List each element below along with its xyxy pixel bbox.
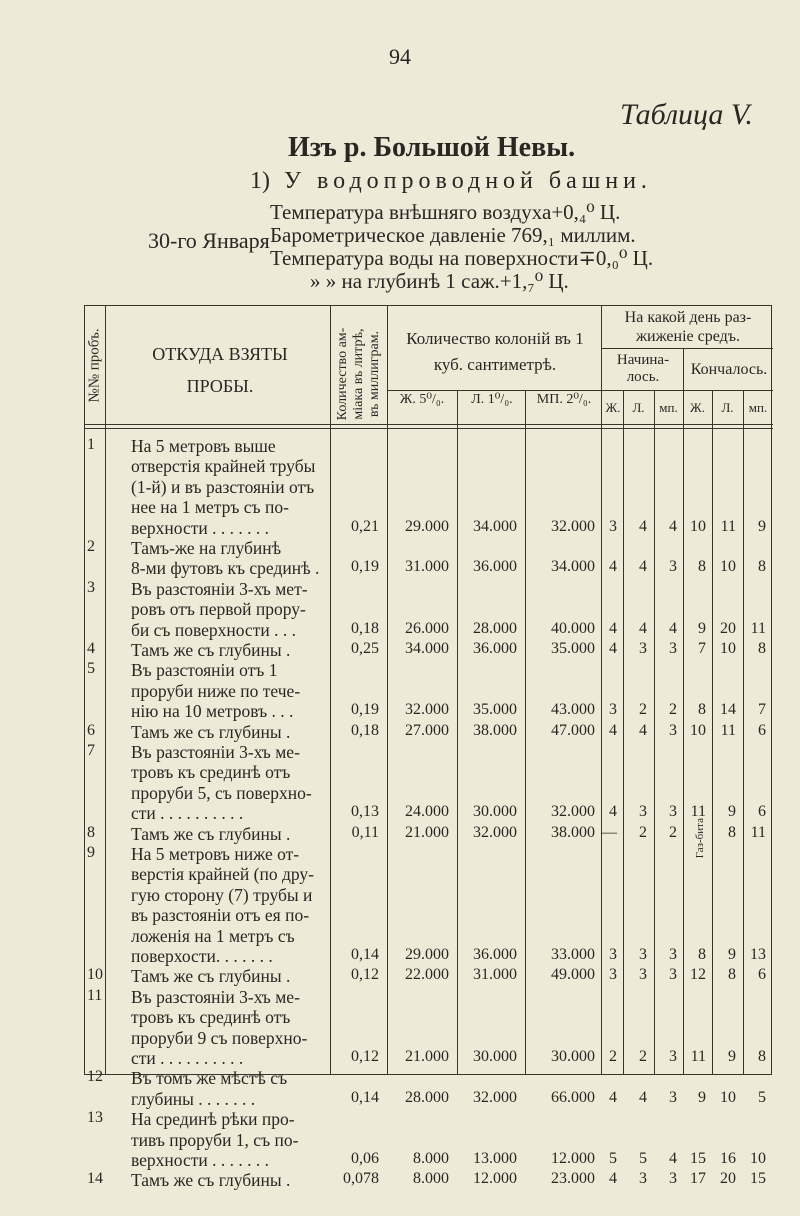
header-liquefaction-day: На какой день раз-жиженіе средъ.: [624, 309, 752, 345]
cell-b_zh: 3: [609, 946, 617, 963]
header-gelatin-zh: Ж. 5⁰/₀.: [399, 392, 445, 407]
cell-e_mp: 13: [750, 946, 766, 963]
header-ended-mp: мп.: [748, 400, 768, 415]
cell-e_zh: 15: [690, 1150, 706, 1167]
header-source: ОТКУДА ВЗЯТЫ ПРОБЫ.: [152, 344, 288, 396]
description-line: нію на 10 метровъ . . .: [131, 701, 294, 722]
cell-ammonia: 0,18: [351, 619, 379, 637]
cell-b_zh: 4: [609, 640, 617, 657]
cell-ammonia: 0,21: [351, 517, 379, 535]
description-line: Тамъ же съ глубины .: [131, 1170, 291, 1191]
sample-date: 30-го Января: [148, 228, 270, 253]
row-description: [131, 966, 331, 986]
condition-air-temp: Температура внѣшняго воздуха+0,₄⁰ Ц.: [270, 200, 621, 224]
description-line: верхности . . . . . . .: [131, 517, 270, 538]
description-line: Въ разстояніи 3-хъ ме-: [131, 986, 300, 1007]
row-description: [131, 987, 331, 1069]
cell-e_zh: 12: [690, 966, 706, 984]
cell-l: 32.000: [473, 823, 517, 841]
cell-e_l: 8: [728, 966, 736, 984]
cell-e_mp: 15: [750, 1170, 766, 1188]
cell-ammonia: 0,25: [351, 640, 379, 657]
row-number: 12: [87, 1068, 103, 1086]
row-number: 14: [87, 1170, 103, 1188]
description-line: въ разстояніи отъ ея по-: [131, 905, 310, 926]
cell-b_l: 2: [639, 823, 647, 841]
row-description: [131, 579, 331, 640]
cell-ammonia: 0,14: [351, 1088, 379, 1106]
subtitle: [250, 168, 652, 195]
cell-b_zh: 4: [609, 1088, 617, 1106]
cell-mp: 38.000: [551, 823, 595, 841]
cell-e_l: 20: [720, 619, 736, 637]
description-line: проруби 9 съ поверхно-: [131, 1027, 308, 1048]
row-number: 13: [87, 1109, 103, 1127]
cell-e_mp: 10: [750, 1150, 766, 1167]
row-number: 8: [87, 823, 95, 841]
cell-mp: 33.000: [551, 946, 595, 963]
cell-zh: 29.000: [405, 946, 449, 963]
row-number: 6: [87, 721, 95, 739]
cell-e_l: 9: [728, 946, 736, 963]
description-line: сти . . . . . . . . . .: [131, 803, 244, 824]
row-description: [131, 436, 331, 538]
description-line: поверхости. . . . . . .: [131, 946, 273, 967]
cell-b_mp: 3: [669, 1170, 677, 1188]
cell-l: 13.000: [473, 1150, 517, 1167]
cell-b_l: 5: [639, 1150, 647, 1167]
cell-zh: 22.000: [405, 966, 449, 984]
row-description: [131, 844, 331, 966]
description-line: ровъ отъ первой прору-: [131, 599, 306, 620]
document-title: Изъ р. Большой Невы.: [288, 132, 576, 163]
row-number: 3: [87, 578, 95, 596]
cell-b_mp: 4: [669, 619, 677, 637]
row-number: 2: [87, 538, 95, 555]
description-line: тивъ проруби 1, съ по-: [131, 1129, 299, 1150]
row-number: 4: [87, 640, 95, 657]
cell-b_zh: —: [601, 823, 617, 841]
row-description: [131, 640, 331, 660]
condition-surface-temp: Температура воды на поверхности∓0,₀⁰ Ц.: [270, 246, 654, 270]
cell-zh: 32.000: [405, 701, 449, 719]
cell-mp: 32.000: [551, 517, 595, 535]
row-description: [131, 742, 331, 824]
cell-zh: 21.000: [405, 823, 449, 841]
description-line: Въ разстояніи 3-хъ мет-: [131, 578, 308, 599]
cell-e_zh: 7: [698, 640, 706, 657]
row-number: 1: [87, 436, 95, 453]
cell-b_zh: 4: [609, 1170, 617, 1188]
description-line: Тамъ-же на глубинѣ: [131, 538, 282, 558]
description-line: Въ разстояніи 3-хъ ме-: [131, 742, 300, 762]
subtitle-number: 1): [250, 168, 270, 194]
description-line: верстія крайней (по дру-: [131, 864, 314, 885]
row-number: 5: [87, 660, 95, 678]
description-line: верхности . . . . . . .: [131, 1150, 270, 1170]
cell-mp: 12.000: [551, 1150, 595, 1167]
cell-zh: 28.000: [405, 1088, 449, 1106]
cell-zh: 34.000: [405, 640, 449, 657]
cell-e_mp: 6: [758, 966, 766, 984]
cell-b_mp: 3: [669, 640, 677, 657]
description-line: Въ томъ же мѣстѣ съ: [131, 1068, 288, 1089]
cell-ammonia: 0,13: [351, 803, 379, 821]
row-description: [131, 538, 331, 579]
cell-e_zh: 9: [698, 619, 706, 637]
cell-e_l: 20: [720, 1170, 736, 1188]
cell-b_mp: 3: [669, 558, 677, 576]
cell-e_zh: 8: [698, 701, 706, 719]
cell-zh: 24.000: [405, 803, 449, 821]
cell-e_zh: 10: [690, 517, 706, 535]
cell-ammonia: 0,12: [351, 1048, 379, 1065]
row-description: [131, 1109, 331, 1170]
cell-ammonia: 0,19: [351, 701, 379, 719]
description-line: На 5 метровъ ниже от-: [131, 844, 300, 864]
row-description: [131, 1170, 331, 1190]
description-line: Тамъ же съ глубины .: [131, 966, 291, 987]
cell-b_zh: 5: [609, 1150, 617, 1167]
cell-zh: 8.000: [413, 1150, 449, 1167]
cell-e_zh: 8: [698, 946, 706, 963]
description-line: нее на 1 метръ съ по-: [131, 497, 289, 518]
cell-b_l: 4: [639, 1088, 647, 1106]
cell-e_l: 8: [728, 823, 736, 841]
cell-b_mp: 2: [669, 823, 677, 841]
cell-e_zh: 9: [698, 1088, 706, 1106]
cell-l: 31.000: [473, 966, 517, 984]
cell-e_mp: 8: [758, 640, 766, 657]
row-description: [131, 660, 331, 721]
row-description: [131, 722, 331, 742]
row-number: 10: [87, 966, 103, 984]
cell-mp: 40.000: [551, 619, 595, 637]
cell-l: 30.000: [473, 803, 517, 821]
header-began-zh: Ж.: [605, 400, 621, 415]
cell-mp: 23.000: [551, 1170, 595, 1188]
cell-b_mp: 3: [669, 803, 677, 821]
cell-b_mp: 3: [669, 966, 677, 984]
description-line: сти . . . . . . . . . .: [131, 1048, 244, 1069]
cell-ammonia: 0,12: [351, 966, 379, 984]
cell-b_zh: 4: [609, 619, 617, 637]
cell-b_l: 3: [639, 966, 647, 984]
description-line: (1-й) и въ разстояніи отъ: [131, 476, 315, 497]
cell-ammonia: 0,06: [351, 1150, 379, 1167]
cell-b_zh: 2: [609, 1048, 617, 1065]
cell-l: 38.000: [473, 721, 517, 739]
description-line: Въ разстояніи отъ 1: [131, 660, 278, 681]
cell-e_mp: 6: [758, 721, 766, 739]
description-line: проруби 5, съ поверхно-: [131, 782, 312, 803]
cell-ammonia: 0,14: [351, 946, 379, 963]
cell-e_zh: 8: [698, 558, 706, 576]
cell-b_l: 4: [639, 558, 647, 576]
cell-b_l: 4: [639, 721, 647, 739]
cell-b_l: 2: [639, 1048, 647, 1065]
cell-mp: 34.000: [551, 558, 595, 576]
cell-e_mp: 11: [750, 823, 766, 841]
cell-b_zh: 3: [609, 966, 617, 984]
cell-e_l: 11: [720, 517, 736, 535]
cell-e_mp: 5: [758, 1088, 766, 1106]
cell-zh: 31.000: [405, 558, 449, 576]
table-label: Таблица V.: [620, 98, 753, 131]
description-line: тровъ къ срединѣ отъ: [131, 762, 291, 783]
header-ended: Кончалось.: [690, 361, 768, 378]
cell-b_mp: 3: [669, 721, 677, 739]
cell-b_mp: 4: [669, 1150, 677, 1167]
row-description: [131, 824, 331, 844]
cell-b_mp: 3: [669, 946, 677, 963]
cell-zh: 8.000: [413, 1170, 449, 1188]
description-line: тровъ къ срединѣ отъ: [131, 1007, 291, 1028]
row-number: 11: [87, 986, 103, 1004]
cell-e_l: 10: [720, 640, 736, 657]
cell-b_l: 4: [639, 619, 647, 637]
description-line: Тамъ же съ глубины .: [131, 823, 291, 844]
description-line: Тамъ же съ глубины .: [131, 640, 291, 660]
header-colonies: Количество колоній въ 1 куб. сантиметрѣ.: [406, 329, 584, 374]
cell-b_l: 3: [639, 1170, 647, 1188]
cell-b_l: 2: [639, 701, 647, 719]
cell-l: 35.000: [473, 701, 517, 719]
cell-ammonia: 0,19: [351, 558, 379, 576]
cell-mp: 32.000: [551, 803, 595, 821]
cell-ammonia: 0,18: [351, 721, 379, 739]
cell-e_l: 9: [728, 1048, 736, 1065]
header-began: Начина-лось.: [616, 352, 670, 385]
cell-mp: 30.000: [551, 1048, 595, 1065]
cell-mp: 49.000: [551, 966, 595, 984]
cell-zh: 27.000: [405, 721, 449, 739]
cell-b_mp: 2: [669, 701, 677, 719]
description-line: глубины . . . . . . .: [131, 1088, 256, 1109]
description-line: отверстія крайней трубы: [131, 456, 316, 477]
cell-b_zh: 3: [609, 517, 617, 535]
cell-b_zh: 4: [609, 721, 617, 739]
cell-b_l: 4: [639, 517, 647, 535]
header-gelatin-l: Л. 1⁰/₀.: [471, 392, 513, 407]
cell-l: 30.000: [473, 1048, 517, 1065]
cell-e_l: 9: [728, 803, 736, 821]
cell-ammonia: 0,11: [351, 823, 379, 841]
description-line: би съ поверхности . . .: [131, 619, 296, 640]
cell-zh: 29.000: [405, 517, 449, 535]
cell-ammonia: 0,078: [343, 1170, 379, 1188]
cell-e_zh: 17: [690, 1170, 706, 1188]
cell-l: 12.000: [473, 1170, 517, 1188]
condition-depth-temp: » » на глубинѣ 1 саж.+1,₇⁰ Ц.: [310, 269, 569, 293]
cell-mp: 35.000: [551, 640, 595, 657]
description-line: Тамъ же съ глубины .: [131, 721, 291, 742]
cell-b_mp: 3: [669, 1088, 677, 1106]
header-gelatin-mp: МП. 2⁰/₀.: [536, 392, 592, 407]
header-began-l: Л.: [632, 400, 645, 415]
subtitle-text: У водопроводной башни.: [284, 168, 652, 194]
cell-e_mp: 7: [758, 701, 766, 719]
description-line: гую сторону (7) трубы и: [131, 884, 313, 905]
cell-mp: 66.000: [551, 1088, 595, 1106]
description-line: ложенія на 1 метръ съ: [131, 925, 295, 946]
cell-e_zh: 11: [690, 1048, 706, 1065]
cell-l: 32.000: [473, 1088, 517, 1106]
description-line: На 5 метровъ выше: [131, 436, 276, 456]
cell-l: 36.000: [473, 558, 517, 576]
cell-b_zh: 4: [609, 803, 617, 821]
cell-e_l: 16: [720, 1150, 736, 1167]
cell-e_mp: 8: [758, 558, 766, 576]
description-line: На срединѣ рѣки про-: [131, 1109, 295, 1130]
cell-b_zh: 4: [609, 558, 617, 576]
header-ended-zh: Ж.: [690, 400, 705, 415]
cell-l: 36.000: [473, 640, 517, 657]
cell-e_l: 10: [720, 1088, 736, 1106]
cell-b_l: 3: [639, 803, 647, 821]
row-description: [131, 1068, 331, 1109]
cell-mp: 47.000: [551, 721, 595, 739]
cell-e_mp: 6: [758, 803, 766, 821]
cell-l: 34.000: [473, 517, 517, 535]
cell-e_mp: 11: [750, 619, 766, 637]
cell-b_l: 3: [639, 640, 647, 657]
cell-b_mp: 4: [669, 517, 677, 535]
cell-e_l: 11: [720, 721, 736, 739]
condition-pressure: Барометрическое давленіе 769,₁ миллим.: [270, 223, 636, 247]
row-number: 7: [87, 742, 95, 759]
cell-e_l: 10: [720, 558, 736, 576]
header-sample-no: №№ пробъ.: [86, 328, 103, 403]
row-number: 9: [87, 844, 95, 861]
cell-l: 36.000: [473, 946, 517, 963]
cell-e_zh: Газ-бита: [694, 817, 706, 858]
description-line: 8-ми футовъ къ срединѣ .: [131, 558, 320, 579]
description-line: проруби ниже по тече-: [131, 680, 301, 701]
cell-zh: 26.000: [405, 619, 449, 637]
cell-mp: 43.000: [551, 701, 595, 719]
cell-b_mp: 3: [669, 1048, 677, 1065]
cell-e_zh: 10: [690, 721, 706, 739]
cell-e_mp: 8: [758, 1048, 766, 1065]
cell-b_zh: 3: [609, 701, 617, 719]
page-number: 94: [389, 44, 411, 69]
header-ended-l: Л.: [721, 400, 734, 415]
data-table: [84, 305, 772, 1191]
header-began-mp: мп.: [659, 400, 678, 415]
header-ammonia: Количество ам-міака въ литрѣ, въ миллиграм.: [335, 327, 382, 421]
cell-b_l: 3: [639, 946, 647, 963]
cell-l: 28.000: [473, 619, 517, 637]
cell-e_l: 14: [720, 701, 736, 719]
cell-zh: 21.000: [405, 1048, 449, 1065]
cell-e_zh: 11: [690, 803, 706, 821]
cell-e_mp: 9: [758, 517, 766, 535]
